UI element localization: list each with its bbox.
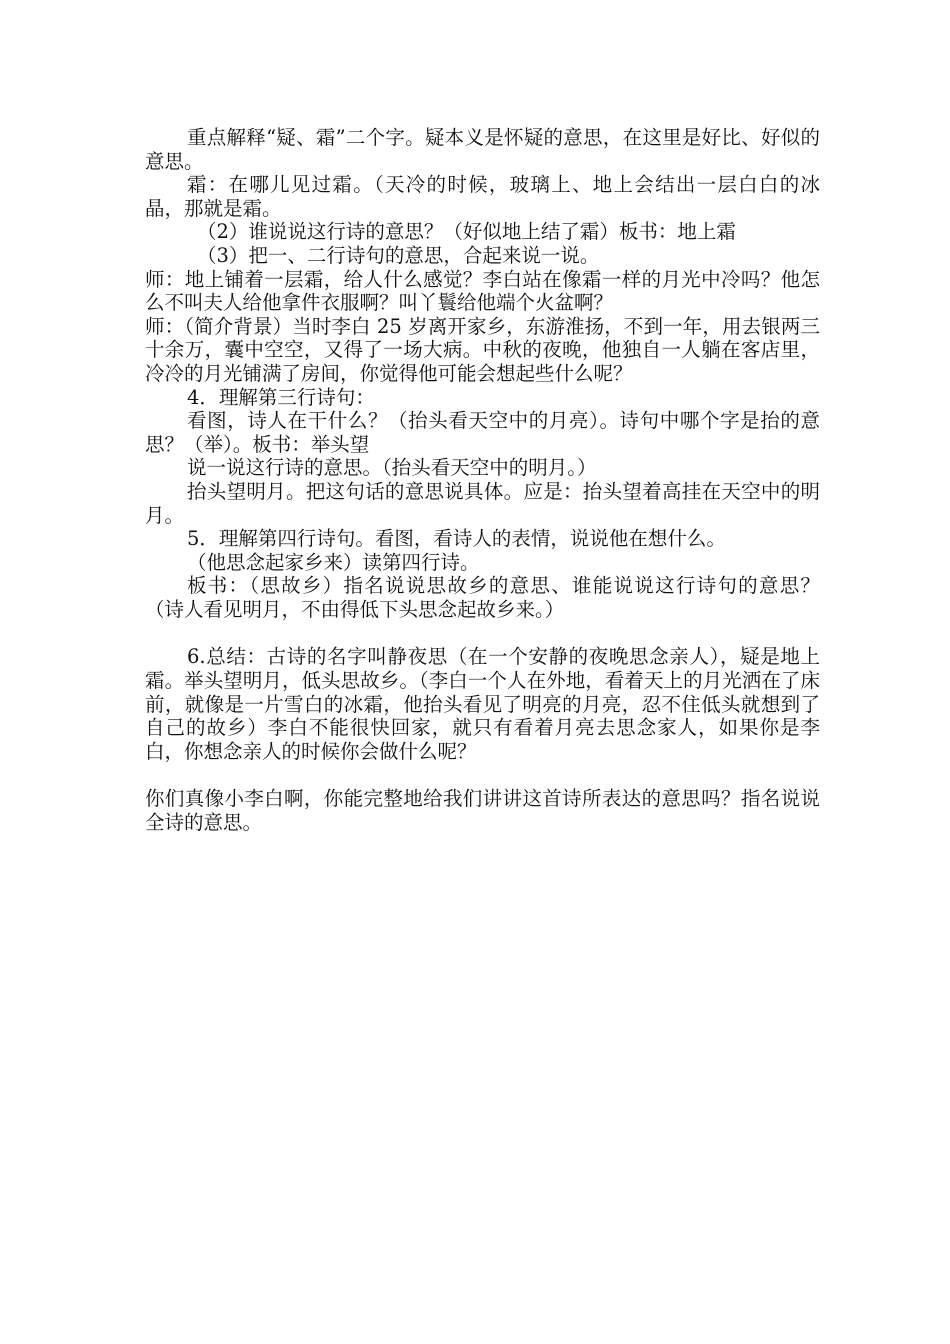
paragraph-section-4-heading: 4．理解第三行诗句：: [187, 385, 375, 409]
paragraph-summary: 6.总结：古诗的名字叫静夜思（在一个安静的夜晚思念亲人），疑是地上霜。举头望明月，低头思故乡。（李白一个人在外地，看着天上的月光洒在了床前，就像是一片雪白的冰霜，他抬头看见了明亮的月亮，忍不住低头就想到了自己的故乡）李白不能很快回家，就只有看着月亮去思念家人，如果你是李白，你想念亲人的时候你会做什么呢？: [145, 645, 820, 763]
paragraph-look-picture: 看图，诗人在干什么？（抬头看天空中的月亮）。诗句中哪个字是抬的意思？（举）。板书：举头望: [145, 409, 820, 456]
paragraph-raise-head: 抬头望明月。把这句话的意思说具体。应是：抬头望着高挂在天空中的明月。: [145, 479, 820, 527]
paragraph-fourth-line: （他思念起家乡来）读第四行诗。: [187, 550, 480, 574]
paragraph-say-meaning: 说一说这行诗的意思。（抬头看天空中的明月。）: [187, 456, 597, 480]
paragraph-teacher-background: 师：（简介背景）当时李白 25 岁离开家乡，东游淮扬，不到一年，用去银两三十余万，囊中空空，又得了一场大病。中秋的夜晚，他独自一人躺在客店里，冷冷的月光铺满了房间，你觉得他可能会想起些什么呢？: [145, 314, 820, 385]
paragraph-section-5-heading: 5．理解第四行诗句。看图，看诗人的表情，说说他在想什么。: [187, 527, 726, 551]
paragraph-frost: 霜：在哪儿见过霜。（天冷的时候，玻璃上、地上会结出一层白白的冰晶，那就是霜。: [145, 173, 820, 220]
paragraph-spacer: [145, 763, 820, 787]
paragraph-blackboard-hometown: 板书：（思故乡）指名说说思故乡的意思、谁能说说这行诗句的意思？（诗人看见明月，不由得低下头思念起故乡来。）: [145, 574, 820, 621]
paragraph-explain-yi-shuang: 重点解释“疑、霜”二个字。疑本义是怀疑的意思，在这里是好比、好似的意思。: [145, 126, 820, 173]
paragraph-step-2: （2）谁说说这行诗的意思？（好似地上结了霜）板书：地上霜: [197, 220, 736, 244]
paragraph-closing: 你们真像小李白啊，你能完整地给我们讲讲这首诗所表达的意思吗？指名说说全诗的意思。: [145, 787, 820, 835]
paragraph-teacher-question: 师：地上铺着一层霜，给人什么感觉？李白站在像霜一样的月光中冷吗？他怎么不叫夫人给他拿件衣服啊？叫丫鬟给他端个火盆啊？: [145, 267, 820, 315]
paragraph-spacer: [145, 621, 820, 645]
document-page: [145, 126, 820, 835]
paragraph-step-3: （3）把一、二行诗句的意思，合起来说一说。: [197, 243, 600, 267]
